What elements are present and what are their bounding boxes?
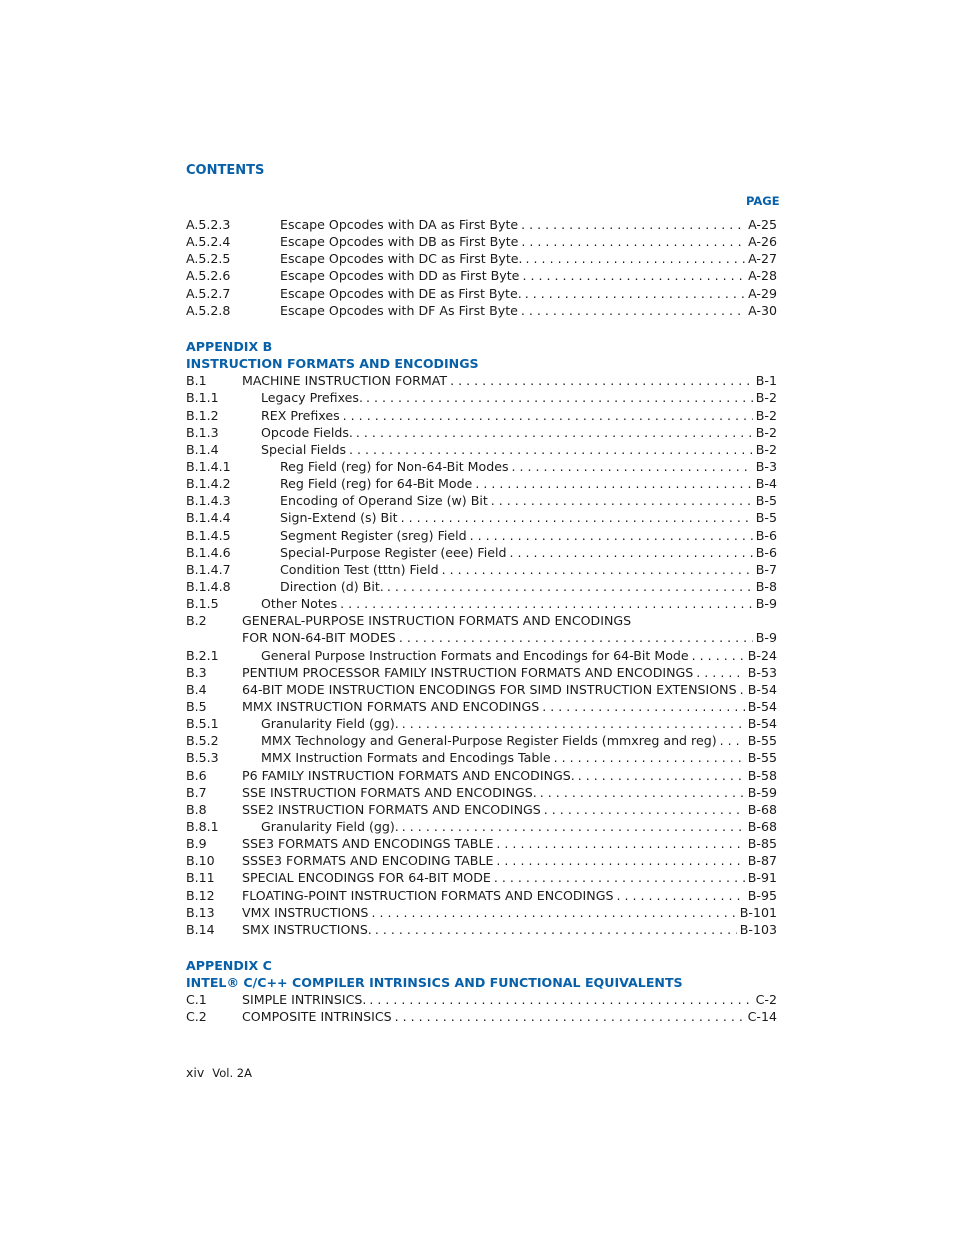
toc-entry[interactable] <box>186 1008 777 1025</box>
toc-entry-number: A.5.2.6 <box>186 268 231 284</box>
toc-entry-page: B-85 <box>747 836 777 852</box>
toc-entry[interactable] <box>186 509 777 526</box>
dot-leader <box>402 818 745 835</box>
toc-entry[interactable] <box>186 869 777 886</box>
toc-entry[interactable] <box>186 544 777 561</box>
toc-entry-page: A-28 <box>748 268 777 284</box>
toc-entry-title: COMPOSITE INTRINSICS <box>242 1009 392 1025</box>
dot-leader <box>401 509 753 526</box>
running-header-contents: CONTENTS <box>186 163 265 178</box>
toc-entry-number: B.11 <box>186 870 215 886</box>
toc-entry-number: B.3 <box>186 664 207 680</box>
toc-entry[interactable] <box>186 527 777 544</box>
toc-entry-number: B.5.1 <box>186 716 219 732</box>
dot-leader <box>366 389 753 406</box>
toc-entry-number: B.8.1 <box>186 818 219 834</box>
dot-leader <box>521 302 745 319</box>
dot-leader <box>526 250 746 267</box>
toc-entry-page: B-58 <box>747 767 777 783</box>
toc-entry-page: B-95 <box>747 887 777 903</box>
dot-leader <box>509 544 752 561</box>
toc-entry-title: Encoding of Operand Size (w) Bit <box>280 493 488 509</box>
toc-entry-title: 64-BIT MODE INSTRUCTION ENCODINGS FOR SIMD INSTRUCTION EXTENSIONS <box>242 681 737 697</box>
toc-entry-title: Segment Register (sreg) Field <box>280 527 467 543</box>
toc-entry-title: Reg Field (reg) for 64-Bit Mode <box>280 476 473 492</box>
toc-entry-number: B.12 <box>186 887 215 903</box>
toc-entry-title: Special-Purpose Register (eee) Field <box>280 544 507 560</box>
toc-entry-number: B.2 <box>186 613 207 629</box>
toc-entry-page: B-9 <box>755 630 777 646</box>
dot-leader <box>521 233 745 250</box>
toc-entry[interactable] <box>186 904 777 921</box>
toc-section-a <box>186 216 777 319</box>
toc-entry-title: Escape Opcodes with DB as First Byte <box>280 234 519 250</box>
toc-entry-number: B.1.4.7 <box>186 561 231 577</box>
toc-entry-title: Escape Opcodes with DE as First Byte. <box>280 285 522 301</box>
toc-entry[interactable] <box>186 818 777 835</box>
toc-entry-number: B.1.4.5 <box>186 527 231 543</box>
toc-entry[interactable] <box>186 698 777 715</box>
toc-appendix-c <box>186 957 777 1026</box>
toc-entry-page: A-30 <box>748 302 777 318</box>
toc-entry[interactable] <box>186 267 777 284</box>
toc-entry-page: B-2 <box>755 424 777 440</box>
toc-entry-number: B.1.4.1 <box>186 458 231 474</box>
toc-entry[interactable] <box>186 250 777 267</box>
appendix-b-title: INSTRUCTION FORMATS AND ENCODINGS <box>186 356 479 372</box>
toc-entry-page: B-24 <box>747 647 777 663</box>
toc-entry-page: B-103 <box>739 921 777 937</box>
toc-entry-number: B.1.4.6 <box>186 544 231 560</box>
toc-entry[interactable] <box>186 389 777 406</box>
dot-leader <box>496 835 744 852</box>
toc-entry-title: Legacy Prefixes. <box>261 390 363 406</box>
toc-entry-page: B-9 <box>755 596 777 612</box>
toc-entry-title: SPECIAL ENCODINGS FOR 64-BIT MODE <box>242 870 491 886</box>
appendix-b-label: APPENDIX B <box>186 339 273 354</box>
toc-entry-title: FOR NON-64-BIT MODES <box>242 630 396 646</box>
toc-entry-title: SSE2 INSTRUCTION FORMATS AND ENCODINGS <box>242 801 541 817</box>
toc-entry-number: B.5 <box>186 698 207 714</box>
toc-entry-page: B-54 <box>747 681 777 697</box>
dot-leader <box>343 407 753 424</box>
toc-entry[interactable] <box>186 681 777 698</box>
toc-entry-page: B-101 <box>739 904 777 920</box>
toc-entry-title: Opcode Fields. <box>261 424 353 440</box>
dot-leader <box>494 869 745 886</box>
toc-entry[interactable] <box>186 612 777 629</box>
toc-entry-page: B-59 <box>747 784 777 800</box>
dot-leader <box>340 595 753 612</box>
toc-entry-number: B.6 <box>186 767 207 783</box>
toc-entry[interactable] <box>186 767 777 784</box>
dot-leader <box>720 732 745 749</box>
toc-entry[interactable] <box>186 407 777 424</box>
toc-entry-number: B.1.4.3 <box>186 493 231 509</box>
toc-entry-page: B-5 <box>755 510 777 526</box>
footer-page-number: xiv <box>186 1065 205 1080</box>
toc-entry-title: Escape Opcodes with DA as First Byte <box>280 217 519 232</box>
toc-entry-page: B-1 <box>755 373 777 389</box>
toc-entry-title: Reg Field (reg) for Non-64-Bit Modes <box>280 458 509 474</box>
toc-entry-page: B-68 <box>747 801 777 817</box>
toc-entry-title: Sign-Extend (s) Bit <box>280 510 398 526</box>
toc-entry[interactable] <box>186 372 777 389</box>
dot-leader <box>491 492 753 509</box>
dot-leader <box>578 767 745 784</box>
toc-entry-page: B-2 <box>755 407 777 423</box>
dot-leader <box>521 216 745 233</box>
toc-entry-title: Granularity Field (gg). <box>261 818 399 834</box>
toc-entry-number: B.1.1 <box>186 390 219 406</box>
toc-entry[interactable] <box>186 784 777 801</box>
toc-entry-title: FLOATING-POINT INSTRUCTION FORMATS AND ENCODINGS <box>242 887 614 903</box>
toc-entry[interactable] <box>186 441 777 458</box>
toc-entry-number: B.5.3 <box>186 750 219 766</box>
toc-entry-page: A-26 <box>748 234 777 250</box>
page-footer <box>186 1065 252 1080</box>
toc-entry-title: VMX INSTRUCTIONS <box>242 904 369 920</box>
dot-leader <box>399 629 753 646</box>
dot-leader <box>525 285 745 302</box>
dot-leader <box>369 991 752 1008</box>
toc-entry-title: Granularity Field (gg). <box>261 716 399 732</box>
dot-leader <box>349 441 753 458</box>
toc-entry[interactable] <box>186 302 777 319</box>
toc-entry-page: C-2 <box>755 992 777 1008</box>
toc-entry-title: Condition Test (tttn) Field <box>280 561 439 577</box>
toc-entry[interactable] <box>186 715 777 732</box>
dot-leader <box>496 852 744 869</box>
dot-leader <box>522 267 745 284</box>
toc-entry-number: A.5.2.3 <box>186 217 231 232</box>
toc-entry[interactable] <box>186 424 777 441</box>
toc-entry-number: C.2 <box>186 1009 207 1025</box>
page-column-header: PAGE <box>746 194 780 208</box>
toc-entry-page: B-54 <box>747 716 777 732</box>
toc-entry[interactable] <box>186 578 777 595</box>
toc-entry[interactable] <box>186 835 777 852</box>
dot-leader <box>542 698 745 715</box>
toc-appendix-b <box>186 338 777 938</box>
toc-entry[interactable] <box>186 664 777 681</box>
dot-leader <box>540 784 745 801</box>
toc-entry-title: Special Fields <box>261 441 347 457</box>
toc-entry-title: REX Prefixes <box>261 407 340 423</box>
toc-entry-number: B.8 <box>186 801 207 817</box>
toc-entry-page: B-2 <box>755 441 777 457</box>
toc-entry-page: B-3 <box>755 458 777 474</box>
toc-entry-number: B.2.1 <box>186 647 219 663</box>
toc-entry-page: B-54 <box>747 698 777 714</box>
appendix-c-entries <box>186 991 777 1025</box>
toc-entry-page: B-2 <box>755 390 777 406</box>
toc-entry-page: A-27 <box>748 251 777 267</box>
toc-entry-number: B.1.5 <box>186 596 219 612</box>
dot-leader <box>442 561 753 578</box>
dot-leader <box>375 921 737 938</box>
toc-entry-page: C-14 <box>747 1009 777 1025</box>
toc-entry-number: B.1.3 <box>186 424 219 440</box>
toc-entry[interactable] <box>186 887 777 904</box>
toc-entry-title: P6 FAMILY INSTRUCTION FORMATS AND ENCODINGS. <box>242 767 575 783</box>
toc-entry[interactable] <box>186 732 777 749</box>
toc-entry-title: MMX Instruction Formats and Encodings Table <box>261 750 551 766</box>
dot-leader <box>554 749 745 766</box>
toc-entry[interactable] <box>186 629 777 646</box>
toc-entry-title: GENERAL-PURPOSE INSTRUCTION FORMATS AND ENCODINGS <box>242 613 632 629</box>
dot-leader <box>692 647 745 664</box>
dot-leader <box>371 904 736 921</box>
appendix-c-label: APPENDIX C <box>186 958 272 973</box>
toc-entry[interactable] <box>186 561 777 578</box>
toc-entry-page: B-5 <box>755 493 777 509</box>
toc-entry-page: B-6 <box>755 544 777 560</box>
toc-entry-page: B-91 <box>747 870 777 886</box>
toc-entry-page: A-29 <box>748 285 777 301</box>
toc-entry-page: B-55 <box>747 733 777 749</box>
dot-leader <box>387 578 753 595</box>
toc-entry-title: Escape Opcodes with DD as First Byte <box>280 268 520 284</box>
toc-entry-title: SSSE3 FORMATS AND ENCODING TABLE <box>242 853 494 869</box>
toc-entry[interactable] <box>186 458 777 475</box>
toc-entry-number: B.4 <box>186 681 207 697</box>
toc-entry-page: B-8 <box>755 578 777 594</box>
toc-entry-title: MACHINE INSTRUCTION FORMAT <box>242 373 448 389</box>
toc-entry-page: B-6 <box>755 527 777 543</box>
dot-leader <box>696 664 744 681</box>
toc-entry-number: A.5.2.5 <box>186 251 231 267</box>
toc-entry[interactable] <box>186 647 777 664</box>
dot-leader <box>475 475 752 492</box>
toc-entry-page: B-4 <box>755 476 777 492</box>
toc-entry-number: B.9 <box>186 836 207 852</box>
dot-leader <box>450 372 753 389</box>
toc-entry[interactable] <box>186 233 777 250</box>
toc-entry[interactable] <box>186 801 777 818</box>
toc-entry[interactable] <box>186 595 777 612</box>
toc-entry[interactable] <box>186 475 777 492</box>
toc-entry-page: A-25 <box>748 217 777 232</box>
toc-entry-number: B.7 <box>186 784 207 800</box>
toc-entry-number: B.10 <box>186 853 215 869</box>
toc-entry-number: A.5.2.8 <box>186 302 231 318</box>
toc-entry-number: B.1.2 <box>186 407 219 423</box>
toc-entry-page: B-7 <box>755 561 777 577</box>
appendix-b-entries <box>186 372 777 938</box>
toc-entry-title: PENTIUM PROCESSOR FAMILY INSTRUCTION FORMATS AND ENCODINGS <box>242 664 694 680</box>
toc-entry-title: MMX INSTRUCTION FORMATS AND ENCODINGS <box>242 698 540 714</box>
toc-entry-page: B-87 <box>747 853 777 869</box>
dot-leader <box>616 887 744 904</box>
toc-entry-page: B-53 <box>747 664 777 680</box>
toc-entry-number: B.1.4.2 <box>186 476 231 492</box>
toc-entry-number: A.5.2.4 <box>186 234 231 250</box>
dot-leader <box>402 715 745 732</box>
toc-entry-title: SMX INSTRUCTIONS. <box>242 921 372 937</box>
toc-entry-page: B-55 <box>747 750 777 766</box>
toc-entry-number: B.1.4 <box>186 441 219 457</box>
toc-entry-title: MMX Technology and General-Purpose Register Fields (mmxreg and reg) <box>261 733 717 749</box>
toc-entry-number: A.5.2.7 <box>186 285 231 301</box>
dot-leader <box>544 801 745 818</box>
toc-entry-title: SSE INSTRUCTION FORMATS AND ENCODINGS. <box>242 784 537 800</box>
dot-leader <box>470 527 753 544</box>
toc-entry-number: B.13 <box>186 904 215 920</box>
toc-entry-title: Escape Opcodes with DC as First Byte. <box>280 251 523 267</box>
toc-entry-title: SSE3 FORMATS AND ENCODINGS TABLE <box>242 836 494 852</box>
toc-entry-title: Other Notes <box>261 596 338 612</box>
toc-entry-number: C.1 <box>186 992 207 1008</box>
toc-entry-number: B.14 <box>186 921 215 937</box>
toc-entry-title: Direction (d) Bit. <box>280 578 384 594</box>
footer-volume: Vol. 2A <box>212 1066 252 1080</box>
toc-entry[interactable] <box>186 852 777 869</box>
toc-entry-number: B.1 <box>186 373 207 389</box>
dot-leader <box>512 458 753 475</box>
toc-entry[interactable] <box>186 749 777 766</box>
toc-entry-number: B.1.4.4 <box>186 510 231 526</box>
toc-entry-number: B.1.4.8 <box>186 578 231 594</box>
dot-leader <box>356 424 753 441</box>
toc-entry-title: Escape Opcodes with DF As First Byte <box>280 302 518 318</box>
toc-entry[interactable] <box>186 921 777 938</box>
toc-entry-number: B.5.2 <box>186 733 219 749</box>
toc-entry[interactable] <box>186 991 777 1008</box>
toc-entry-title: SIMPLE INTRINSICS. <box>242 992 367 1008</box>
toc-entry-page: B-68 <box>747 818 777 834</box>
toc-entry[interactable] <box>186 285 777 302</box>
dot-leader <box>395 1008 745 1025</box>
toc-entry-title: General Purpose Instruction Formats and Encodings for 64-Bit Mode <box>261 647 689 663</box>
toc-entry[interactable] <box>186 216 777 233</box>
toc-entry[interactable] <box>186 492 777 509</box>
appendix-c-title: INTEL® C/C++ COMPILER INTRINSICS AND FUNCTIONAL EQUIVALENTS <box>186 975 683 991</box>
